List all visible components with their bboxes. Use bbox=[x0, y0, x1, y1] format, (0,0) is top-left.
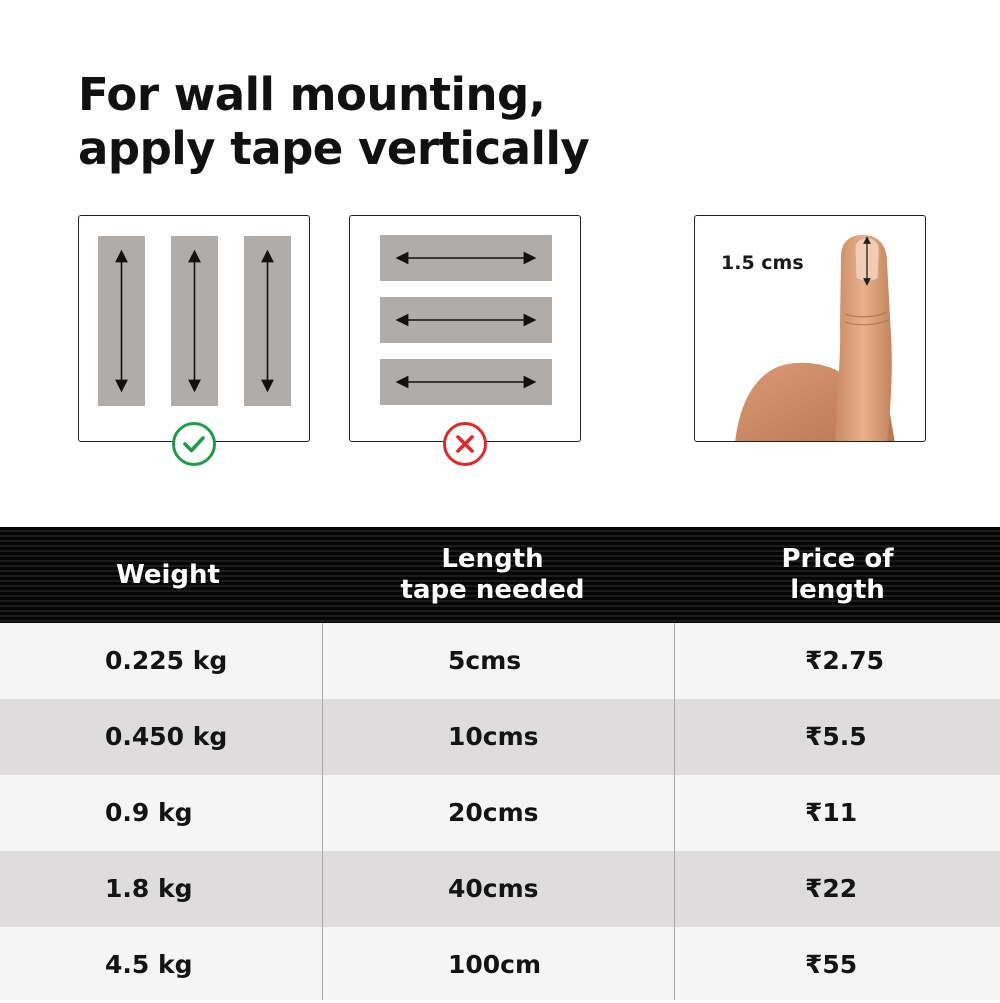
table-row bbox=[0, 775, 1000, 851]
table-row bbox=[0, 851, 1000, 927]
header-length: Length tape needed bbox=[400, 544, 585, 605]
price-cell: ₹55 bbox=[805, 950, 858, 979]
cross-icon bbox=[443, 422, 487, 466]
vertical-tape-panel bbox=[78, 215, 310, 442]
vertical-arrows-icon bbox=[79, 216, 311, 443]
price-cell: ₹2.75 bbox=[805, 646, 885, 675]
horizontal-tape-panel bbox=[349, 215, 581, 442]
title-line-1: For wall mounting, bbox=[78, 68, 546, 121]
length-cell: 10cms bbox=[448, 722, 539, 751]
length-cell: 5cms bbox=[448, 646, 522, 675]
table-row bbox=[0, 699, 1000, 775]
weight-cell: 4.5 kg bbox=[105, 950, 193, 979]
price-cell: ₹11 bbox=[805, 798, 858, 827]
horizontal-arrows-icon bbox=[350, 216, 582, 443]
weight-cell: 0.225 kg bbox=[105, 646, 228, 675]
weight-cell: 0.9 kg bbox=[105, 798, 193, 827]
weight-cell: 1.8 kg bbox=[105, 874, 193, 903]
finger-measure-panel bbox=[694, 215, 926, 442]
price-cell: ₹5.5 bbox=[805, 722, 867, 751]
weight-cell: 0.450 kg bbox=[105, 722, 228, 751]
length-cell: 40cms bbox=[448, 874, 539, 903]
price-cell: ₹22 bbox=[805, 874, 858, 903]
length-cell: 20cms bbox=[448, 798, 539, 827]
page-title bbox=[78, 68, 958, 176]
title-line-2: apply tape vertically bbox=[78, 122, 590, 175]
table-header bbox=[0, 527, 1000, 623]
header-weight: Weight bbox=[116, 559, 220, 590]
table-row bbox=[0, 927, 1000, 1000]
table-row bbox=[0, 623, 1000, 699]
thumb-icon bbox=[695, 216, 926, 442]
column-divider bbox=[322, 623, 323, 1000]
header-price: Price of length bbox=[781, 544, 894, 605]
length-cell: 100cm bbox=[448, 950, 542, 979]
finger-measure-label: 1.5 cms bbox=[721, 252, 804, 274]
check-icon bbox=[172, 422, 216, 466]
column-divider bbox=[674, 623, 675, 1000]
